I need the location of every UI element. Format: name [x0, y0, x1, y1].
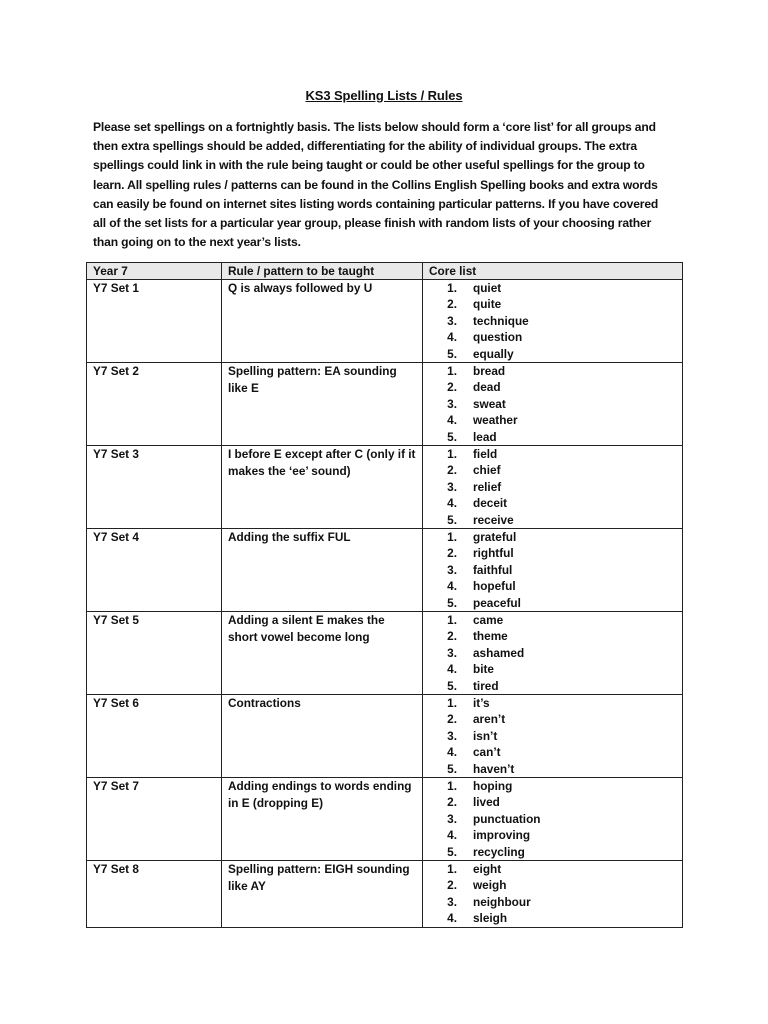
table-row	[87, 861, 683, 928]
list-item-number: 4.	[447, 413, 457, 428]
table-body	[87, 280, 683, 928]
rule-text: Adding a silent E makes the short vowel become long	[228, 613, 385, 644]
intro-line: learn. All spelling rules / patterns can be found in the Collins English Spelling books and extra words	[93, 177, 658, 192]
list-item-number: 1.	[447, 779, 457, 793]
list-item-number: 3.	[447, 479, 457, 494]
list-item-number: 2.	[447, 878, 457, 893]
list-item	[429, 429, 676, 445]
spelling-word: sweat	[473, 396, 506, 411]
spelling-word: hoping	[473, 779, 513, 793]
rule-cell	[222, 280, 423, 363]
list-item-number: 2.	[447, 795, 457, 810]
list-item-number: 1.	[447, 530, 457, 544]
table-row	[87, 280, 683, 363]
list-item	[429, 363, 676, 379]
spelling-word: deceit	[473, 496, 508, 511]
spelling-word: grateful	[473, 530, 517, 544]
table-row	[87, 778, 683, 861]
rule-cell	[222, 363, 423, 446]
intro-line: can easily be found on internet sites listing words containing particular patterns. If you have covered	[93, 196, 659, 211]
spelling-word: tired	[473, 678, 499, 693]
spelling-word: equally	[473, 346, 514, 361]
list-item	[429, 379, 676, 395]
spelling-word: neighbour	[473, 894, 531, 909]
list-item-number: 1.	[447, 447, 457, 461]
column-header-year: Year 7	[87, 263, 222, 280]
list-item	[429, 844, 676, 860]
core-list-cell	[423, 446, 683, 529]
spelling-word: lead	[473, 429, 497, 444]
set-name-cell: Y7 Set 3	[87, 446, 222, 529]
spelling-word: peaceful	[473, 595, 521, 610]
list-item	[429, 479, 676, 495]
list-item	[429, 280, 676, 296]
list-item	[429, 910, 676, 926]
core-list-cell	[423, 280, 683, 363]
core-list-cell	[423, 529, 683, 612]
spelling-word: eight	[473, 862, 502, 876]
list-item-number: 5.	[447, 844, 457, 859]
intro-line: than going on to the next year’s lists.	[93, 235, 301, 250]
core-word-list	[429, 529, 676, 611]
list-item	[429, 711, 676, 727]
list-item-number: 4.	[447, 911, 457, 926]
list-item	[429, 645, 676, 661]
spelling-word: faithful	[473, 562, 513, 577]
core-list-cell	[423, 612, 683, 695]
list-item-number: 5.	[447, 595, 457, 610]
set-name-cell: Y7 Set 2	[87, 363, 222, 446]
list-item	[429, 894, 676, 910]
list-item	[429, 628, 676, 644]
list-item-number: 4.	[447, 496, 457, 511]
spelling-word: chief	[473, 463, 501, 478]
rule-cell	[222, 529, 423, 612]
list-item	[429, 313, 676, 329]
spelling-word: receive	[473, 512, 514, 527]
intro-line: all of the set lists for a particular year group, please finish with random lists of your choosing rather	[93, 216, 652, 231]
rule-cell	[222, 446, 423, 529]
spelling-word: isn’t	[473, 728, 498, 743]
spelling-word: sleigh	[473, 911, 508, 926]
rule-cell	[222, 612, 423, 695]
spelling-word: hopeful	[473, 579, 516, 594]
list-item	[429, 761, 676, 777]
list-item-number: 5.	[447, 512, 457, 527]
intro-line: Please set spellings on a fortnightly basis. The lists below should form a ‘core list’ for all groups and	[93, 120, 656, 134]
list-item-number: 2.	[447, 629, 457, 644]
spelling-word: ashamed	[473, 645, 525, 660]
list-item-number: 4.	[447, 579, 457, 594]
rule-text: Q is always followed by U	[228, 281, 373, 295]
list-item-number: 3.	[447, 396, 457, 411]
list-item-number: 3.	[447, 645, 457, 660]
spelling-word: haven’t	[473, 761, 515, 776]
spelling-word: question	[473, 330, 523, 345]
list-item	[429, 728, 676, 744]
list-item-number: 3.	[447, 313, 457, 328]
rule-cell	[222, 861, 423, 928]
spelling-word: punctuation	[473, 811, 541, 826]
spelling-word: technique	[473, 313, 529, 328]
set-name-cell: Y7 Set 4	[87, 529, 222, 612]
list-item	[429, 612, 676, 628]
spelling-word: came	[473, 613, 504, 627]
list-item	[429, 545, 676, 561]
list-item-number: 4.	[447, 662, 457, 677]
intro-paragraph	[93, 118, 693, 252]
list-item	[429, 495, 676, 511]
list-item-number: 1.	[447, 281, 457, 295]
list-item-number: 1.	[447, 364, 457, 378]
column-header-rule: Rule / pattern to be taught	[222, 263, 423, 280]
core-list-cell	[423, 363, 683, 446]
spelling-word: aren’t	[473, 712, 506, 727]
rule-cell	[222, 778, 423, 861]
list-item	[429, 296, 676, 312]
spelling-word: weigh	[473, 878, 507, 893]
rule-text: Adding the suffix FUL	[228, 530, 351, 544]
list-item	[429, 346, 676, 362]
spelling-word: weather	[473, 413, 518, 428]
list-item	[429, 695, 676, 711]
list-item	[429, 462, 676, 478]
list-item-number: 2.	[447, 546, 457, 561]
list-item	[429, 562, 676, 578]
list-item	[429, 877, 676, 893]
list-item-number: 4.	[447, 745, 457, 760]
list-item	[429, 778, 676, 794]
list-item	[429, 794, 676, 810]
list-item	[429, 744, 676, 760]
core-word-list	[429, 280, 676, 362]
column-header-core-list: Core list	[423, 263, 683, 280]
table-row	[87, 695, 683, 778]
spelling-word: lived	[473, 795, 500, 810]
spelling-word: bread	[473, 364, 506, 378]
list-item	[429, 329, 676, 345]
list-item	[429, 512, 676, 528]
set-name-cell: Y7 Set 7	[87, 778, 222, 861]
list-item-number: 2.	[447, 297, 457, 312]
list-item-number: 4.	[447, 828, 457, 843]
spelling-lists-table	[86, 262, 683, 928]
core-word-list	[429, 612, 676, 694]
list-item-number: 5.	[447, 346, 457, 361]
spelling-word: relief	[473, 479, 502, 494]
core-word-list	[429, 861, 676, 927]
rule-text: I before E except after C (only if it makes the ‘ee’ sound)	[228, 447, 416, 478]
spelling-word: improving	[473, 828, 531, 843]
table-row	[87, 363, 683, 446]
core-list-cell	[423, 778, 683, 861]
set-name-cell: Y7 Set 8	[87, 861, 222, 928]
core-word-list	[429, 695, 676, 777]
list-item	[429, 396, 676, 412]
list-item-number: 4.	[447, 330, 457, 345]
list-item-number: 1.	[447, 696, 457, 710]
list-item	[429, 446, 676, 462]
list-item-number: 3.	[447, 894, 457, 909]
list-item	[429, 827, 676, 843]
list-item	[429, 412, 676, 428]
spelling-word: it’s	[473, 696, 490, 710]
list-item-number: 2.	[447, 463, 457, 478]
spelling-word: bite	[473, 662, 494, 677]
spelling-word: theme	[473, 629, 508, 644]
rule-text: Spelling pattern: EIGH sounding like AY	[228, 862, 410, 893]
list-item-number: 3.	[447, 562, 457, 577]
core-word-list	[429, 363, 676, 445]
spelling-word: quiet	[473, 281, 502, 295]
spelling-word: quite	[473, 297, 502, 312]
list-item-number: 3.	[447, 811, 457, 826]
list-item-number: 5.	[447, 761, 457, 776]
core-word-list	[429, 778, 676, 860]
rule-text: Contractions	[228, 696, 301, 710]
spelling-word: field	[473, 447, 498, 461]
core-list-cell	[423, 861, 683, 928]
list-item-number: 1.	[447, 862, 457, 876]
spelling-word: rightful	[473, 546, 514, 561]
core-word-list	[429, 446, 676, 528]
list-item	[429, 661, 676, 677]
set-name-cell: Y7 Set 1	[87, 280, 222, 363]
list-item-number: 3.	[447, 728, 457, 743]
spelling-word: recycling	[473, 844, 525, 859]
spelling-word: can’t	[473, 745, 501, 760]
table-header-row	[87, 263, 683, 280]
table-row	[87, 529, 683, 612]
rule-cell	[222, 695, 423, 778]
list-item-number: 2.	[447, 380, 457, 395]
list-item	[429, 678, 676, 694]
table-row	[87, 446, 683, 529]
rule-text: Spelling pattern: EA sounding like E	[228, 364, 397, 395]
core-list-cell	[423, 695, 683, 778]
list-item-number: 2.	[447, 712, 457, 727]
set-name-cell: Y7 Set 6	[87, 695, 222, 778]
spelling-word: dead	[473, 380, 501, 395]
table-row	[87, 612, 683, 695]
list-item-number: 5.	[447, 678, 457, 693]
list-item-number: 5.	[447, 429, 457, 444]
intro-line: then extra spellings should be added, differentiating for the ability of individual groups. The extra	[93, 139, 637, 154]
set-name-cell: Y7 Set 5	[87, 612, 222, 695]
list-item	[429, 529, 676, 545]
rule-text: Adding endings to words ending in E (dropping E)	[228, 779, 412, 810]
list-item-number: 1.	[447, 613, 457, 627]
document-title: KS3 Spelling Lists / Rules	[305, 88, 463, 103]
list-item	[429, 811, 676, 827]
intro-line: spellings could link in with the rule being taught or could be other useful spellings for the group to	[93, 158, 645, 173]
list-item	[429, 595, 676, 611]
list-item	[429, 578, 676, 594]
list-item	[429, 861, 676, 877]
